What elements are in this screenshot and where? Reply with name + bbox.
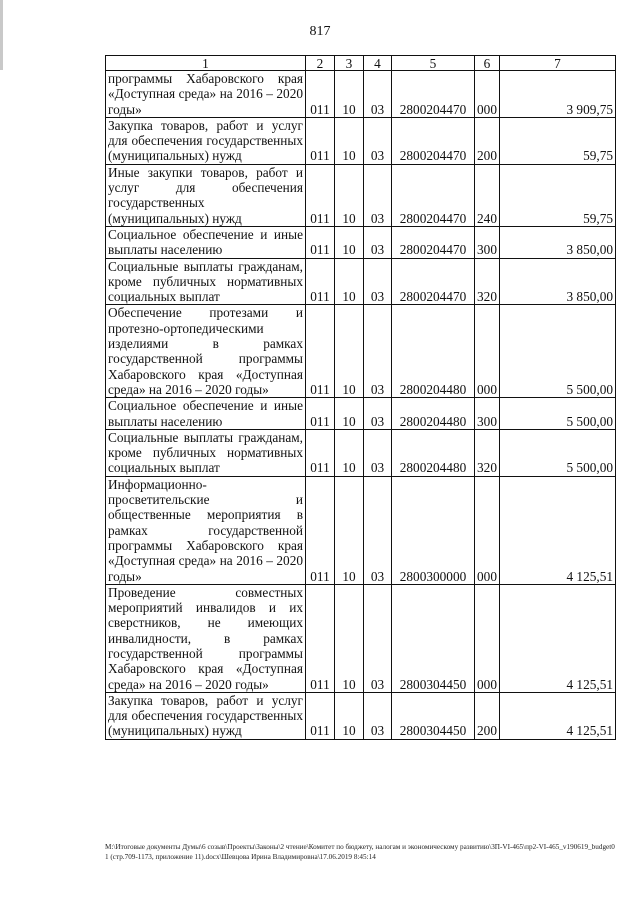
header-col-7: 7	[500, 56, 616, 71]
admin-code-cell: 011	[306, 692, 335, 739]
header-row	[106, 56, 616, 71]
row-name-cell: Информационно-просветительские и общественные мероприятия в рамках государственной программы Хабаровского края «Доступная среда» на 2016 – 2020 годы»	[106, 476, 306, 584]
expense-type-cell: 000	[475, 584, 500, 692]
section-code-cell: 10	[335, 71, 364, 118]
table-row	[106, 305, 616, 398]
subsection-code-cell: 03	[364, 476, 392, 584]
expense-type-cell: 000	[475, 71, 500, 118]
table-row	[106, 584, 616, 692]
expense-type-cell: 300	[475, 226, 500, 258]
expense-type-cell: 000	[475, 305, 500, 398]
target-article-cell: 2800304450	[392, 584, 475, 692]
admin-code-cell: 011	[306, 226, 335, 258]
section-code-cell: 10	[335, 584, 364, 692]
row-name-cell: Социальное обеспечение и иные выплаты населению	[106, 226, 306, 258]
expense-type-cell: 320	[475, 429, 500, 476]
budget-table	[105, 55, 616, 740]
table-row	[106, 71, 616, 118]
table-row	[106, 692, 616, 739]
section-code-cell: 10	[335, 476, 364, 584]
section-code-cell: 10	[335, 398, 364, 430]
header-col-1: 1	[106, 56, 306, 71]
page-number: 817	[309, 24, 331, 39]
subsection-code-cell: 03	[364, 164, 392, 226]
target-article-cell: 2800204470	[392, 164, 475, 226]
row-name-cell: программы Хабаровского края «Доступная среда» на 2016 – 2020 годы»	[106, 71, 306, 118]
subsection-code-cell: 03	[364, 692, 392, 739]
expense-type-cell: 320	[475, 258, 500, 305]
table-row	[106, 164, 616, 226]
amount-cell: 5 500,00	[500, 305, 616, 398]
header-col-5: 5	[392, 56, 475, 71]
subsection-code-cell: 03	[364, 258, 392, 305]
section-code-cell: 10	[335, 258, 364, 305]
section-code-cell: 10	[335, 692, 364, 739]
expense-type-cell: 000	[475, 476, 500, 584]
amount-cell: 5 500,00	[500, 398, 616, 430]
admin-code-cell: 011	[306, 476, 335, 584]
table-row	[106, 226, 616, 258]
subsection-code-cell: 03	[364, 398, 392, 430]
target-article-cell: 2800204480	[392, 305, 475, 398]
row-name-cell: Проведение совместных мероприятий инвалидов и их сверстников, не имеющих инвалидности, в рамках государственной программы Хабаровского края «Доступная среда» на 2016 – 2020 годы»	[106, 584, 306, 692]
table-row	[106, 398, 616, 430]
amount-cell: 59,75	[500, 164, 616, 226]
amount-cell: 3 850,00	[500, 226, 616, 258]
target-article-cell: 2800204470	[392, 226, 475, 258]
amount-cell: 4 125,51	[500, 584, 616, 692]
subsection-code-cell: 03	[364, 71, 392, 118]
amount-cell: 59,75	[500, 117, 616, 164]
section-code-cell: 10	[335, 305, 364, 398]
admin-code-cell: 011	[306, 258, 335, 305]
row-name-cell: Обеспечение протезами и протезно-ортопедическими изделиями в рамках государственной программы Хабаровского края «Доступная среда» на 2016 – 2020 годы»	[106, 305, 306, 398]
header-col-2: 2	[306, 56, 335, 71]
expense-type-cell: 300	[475, 398, 500, 430]
section-code-cell: 10	[335, 117, 364, 164]
admin-code-cell: 011	[306, 429, 335, 476]
expense-type-cell: 200	[475, 117, 500, 164]
amount-cell: 5 500,00	[500, 429, 616, 476]
table-row	[106, 258, 616, 305]
amount-cell: 3 909,75	[500, 71, 616, 118]
subsection-code-cell: 03	[364, 117, 392, 164]
file-path-footer: M:\Итоговые документы Думы\6 созыв\Проекты\Законы\2 чтение\Комитет по бюджету, налогам и экономическому развитию\3П-VI-465\пр2-VI-465_v190619_budget01 (стр.709-1173, приложение 11).docx\Шевцова Ирина Владимировна\17.06.2019 8:45:14	[105, 843, 615, 861]
table-row	[106, 476, 616, 584]
target-article-cell: 2800204480	[392, 398, 475, 430]
header-col-6: 6	[475, 56, 500, 71]
admin-code-cell: 011	[306, 305, 335, 398]
target-article-cell: 2800204470	[392, 258, 475, 305]
target-article-cell: 2800204470	[392, 71, 475, 118]
target-article-cell: 2800204480	[392, 429, 475, 476]
target-article-cell: 2800300000	[392, 476, 475, 584]
admin-code-cell: 011	[306, 117, 335, 164]
amount-cell: 4 125,51	[500, 476, 616, 584]
expense-type-cell: 200	[475, 692, 500, 739]
header-col-4: 4	[364, 56, 392, 71]
table-row	[106, 117, 616, 164]
section-code-cell: 10	[335, 429, 364, 476]
header-col-3: 3	[335, 56, 364, 71]
amount-cell: 3 850,00	[500, 258, 616, 305]
row-name-cell: Закупка товаров, работ и услуг для обеспечения государственных (муниципальных) нужд	[106, 692, 306, 739]
section-code-cell: 10	[335, 226, 364, 258]
admin-code-cell: 011	[306, 71, 335, 118]
admin-code-cell: 011	[306, 164, 335, 226]
subsection-code-cell: 03	[364, 584, 392, 692]
section-code-cell: 10	[335, 164, 364, 226]
subsection-code-cell: 03	[364, 226, 392, 258]
amount-cell: 4 125,51	[500, 692, 616, 739]
subsection-code-cell: 03	[364, 305, 392, 398]
row-name-cell: Социальные выплаты гражданам, кроме публичных нормативных социальных выплат	[106, 429, 306, 476]
table-row	[106, 429, 616, 476]
subsection-code-cell: 03	[364, 429, 392, 476]
expense-type-cell: 240	[475, 164, 500, 226]
row-name-cell: Иные закупки товаров, работ и услуг для обеспечения государственных (муниципальных) нужд	[106, 164, 306, 226]
row-name-cell: Социальное обеспечение и иные выплаты населению	[106, 398, 306, 430]
admin-code-cell: 011	[306, 398, 335, 430]
row-name-cell: Социальные выплаты гражданам, кроме публичных нормативных социальных выплат	[106, 258, 306, 305]
row-name-cell: Закупка товаров, работ и услуг для обеспечения государственных (муниципальных) нужд	[106, 117, 306, 164]
admin-code-cell: 011	[306, 584, 335, 692]
target-article-cell: 2800304450	[392, 692, 475, 739]
target-article-cell: 2800204470	[392, 117, 475, 164]
